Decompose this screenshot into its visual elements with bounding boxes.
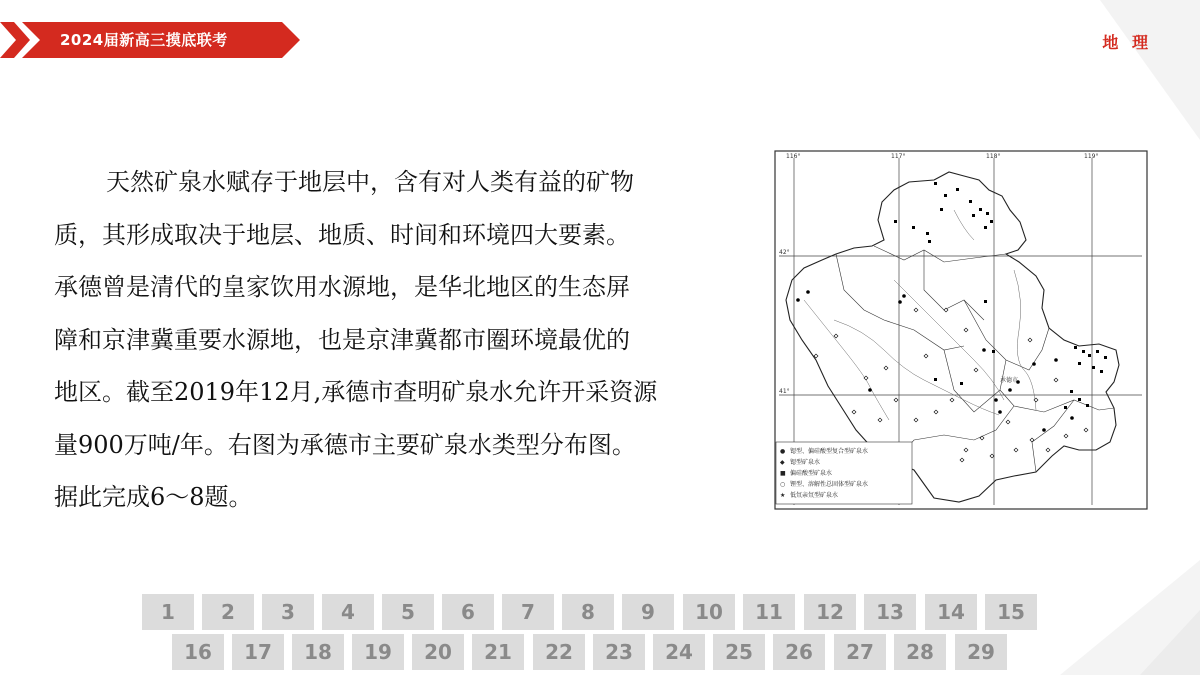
mineral-water-distribution-map [774, 150, 1148, 510]
question-button-6[interactable]: 6 [442, 594, 494, 630]
passage-line: 质，其形成取决于地层、地质、时间和环境四大要素。 [54, 220, 630, 249]
legend-symbol: ★ [780, 492, 786, 499]
longitude-label: 117° [891, 153, 906, 160]
question-button-15[interactable]: 15 [985, 594, 1037, 630]
legend-label: 锶型矿泉水 [790, 459, 821, 466]
longitude-label: 119° [1084, 153, 1099, 160]
question-button-20[interactable]: 20 [412, 634, 464, 670]
question-button-10[interactable]: 10 [683, 594, 735, 630]
question-passage [54, 156, 754, 524]
passage-line: 承德曾是清代的皇家饮用水源地，是华北地区的生态屏 [54, 273, 630, 301]
question-button-28[interactable]: 28 [894, 634, 946, 670]
longitude-label: 118° [986, 153, 1001, 160]
question-button-9[interactable]: 9 [622, 594, 674, 630]
passage-line: 障和京津冀重要水源地，也是京津冀都市圈环境最优的 [54, 325, 630, 354]
question-button-11[interactable]: 11 [743, 594, 795, 630]
question-button-12[interactable]: 12 [804, 594, 856, 630]
question-button-4[interactable]: 4 [322, 594, 374, 630]
passage-line: 据此完成6～8题。 [54, 483, 253, 511]
question-button-14[interactable]: 14 [925, 594, 977, 630]
question-button-21[interactable]: 21 [472, 634, 524, 670]
question-button-1[interactable]: 1 [142, 594, 194, 630]
question-button-5[interactable]: 5 [382, 594, 434, 630]
question-button-26[interactable]: 26 [773, 634, 825, 670]
passage-line: 天然矿泉水赋存于地层中，含有对人类有益的矿物 [106, 168, 634, 196]
legend-symbol: ◆ [780, 459, 785, 466]
map-legend [776, 442, 912, 504]
question-button-27[interactable]: 27 [834, 634, 886, 670]
question-button-17[interactable]: 17 [232, 634, 284, 670]
question-button-16[interactable]: 16 [172, 634, 224, 670]
question-button-3[interactable]: 3 [262, 594, 314, 630]
longitude-label: 116° [786, 153, 801, 160]
question-button-29[interactable]: 29 [955, 634, 1007, 670]
question-button-22[interactable]: 22 [533, 634, 585, 670]
legend-symbol: ○ [780, 481, 786, 488]
subject-label: 地 理 [1102, 33, 1152, 52]
question-button-25[interactable]: 25 [713, 634, 765, 670]
passage-line: 地区。截至2019年12月,承德市查明矿泉水允许开采资源 [54, 378, 658, 406]
legend-label: 偏硅酸型矿泉水 [790, 470, 833, 477]
legend-label: 锶型、偏硅酸型复合型矿泉水 [790, 448, 869, 455]
question-button-2[interactable]: 2 [202, 594, 254, 630]
latitude-label: 41° [779, 388, 790, 395]
legend-symbol: ● [780, 448, 786, 455]
city-label: 承德市 [1000, 377, 1019, 384]
question-button-19[interactable]: 19 [352, 634, 404, 670]
latitude-label: 42° [779, 249, 790, 256]
legend-label: 低氘亲氘型矿泉水 [790, 492, 839, 499]
question-button-18[interactable]: 18 [292, 634, 344, 670]
question-button-7[interactable]: 7 [502, 594, 554, 630]
question-button-23[interactable]: 23 [593, 634, 645, 670]
exam-title: 2024届新高三摸底联考 [60, 31, 228, 49]
passage-line: 量900万吨/年。右图为承德市主要矿泉水类型分布图。 [54, 430, 636, 459]
question-button-24[interactable]: 24 [653, 634, 705, 670]
question-button-8[interactable]: 8 [562, 594, 614, 630]
legend-symbol: ■ [780, 470, 786, 477]
question-button-13[interactable]: 13 [864, 594, 916, 630]
legend-label: 锂型、溶解性总固体型矿泉水 [790, 481, 869, 488]
